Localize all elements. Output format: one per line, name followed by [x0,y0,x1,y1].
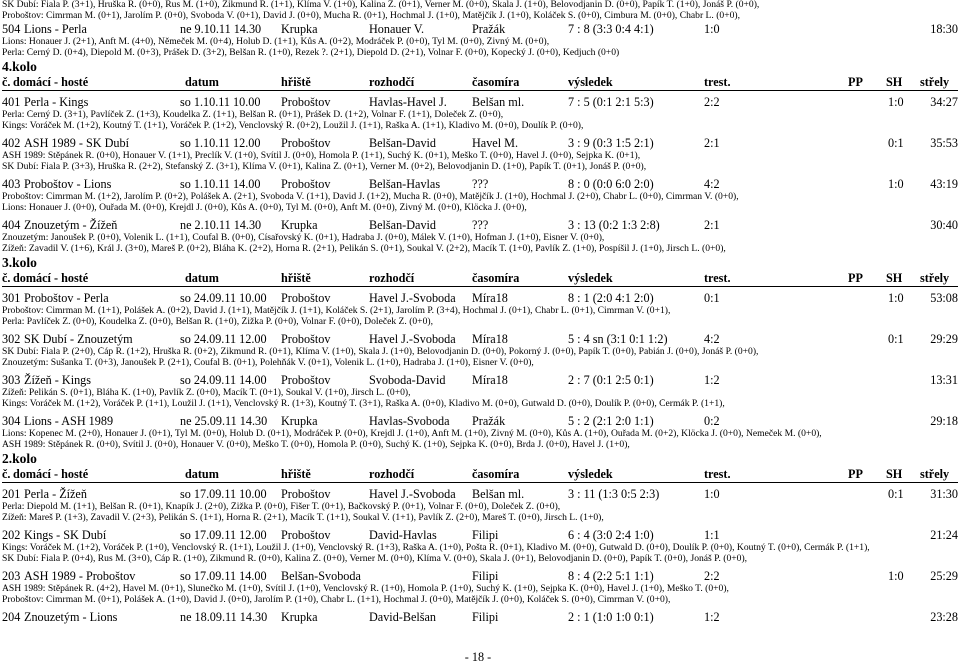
match-number: 201 [2,487,21,501]
match-shorthanded: 1:0 [888,291,904,305]
scorer-line: ASH 1989: Štěpánek R. (0+0), Honauer V. (1+1), Preclík V. (1+0), Svítil J. (0+0), Homola P. (1+1), Suchý K. (0+1), Meško T. (0+0), Havel J. (0+0), Sejpka K. (0+1), [2,151,641,161]
scorer-line: Lions: Honauer J. (0+0), Ouřada M. (0+0), Krejdl J. (0+0), Kůs A. (0+0), Tyl M. (0+0), Anft M. (0+0), Živný M. (0+0), Klöcka J. (0+0), [2,203,527,213]
match-penalties: 4:2 [704,332,720,346]
match-result: 2 : 1 (1:0 1:0 0:1) [568,610,654,624]
match-shorthanded: 0:1 [888,487,904,501]
match-row [2,528,958,543]
match-shots: 31:30 [930,487,958,501]
rounds [2,59,958,625]
header-timekeeper: časomíra [472,75,520,89]
match-result: 3 : 11 (1:3 0:5 2:3) [568,487,660,501]
header-referee: rozhodčí [369,75,415,89]
match-teams: Proboštov - Perla [24,291,109,305]
table-header [2,75,958,91]
match-result: 7 : 5 (0:1 2:1 5:3) [568,95,654,109]
match-row [2,414,958,429]
match-number: 304 [2,414,21,428]
match-pitch: Proboštov [281,332,331,346]
top-match [2,22,958,59]
match-timekeeper: ??? [472,177,489,191]
scorer-line: Proboštov: Cimrman M. (1+1), Polášek A. (0+2), David J. (1+1), Matějčík J. (1+1), Koláček Š. (2+1), Jarolím P. (3+4), Hochmal J. (0+1), Chabr L. (0+1), Cimrman V. (0+1), [2,306,671,316]
scorer-line: ASH 1989: Štěpánek R. (0+0), Svítil J. (0+0), Honauer V. (0+0), Meško T. (0+0), Homola P. (0+0), Suchý K. (1+0), Sejpka K. (0+0), Brda J. (0+0), Havel J. (1+0), [2,440,630,450]
match-shots: 43:19 [930,177,958,191]
match-row [2,487,958,502]
header-pitch: hřiště [281,75,311,89]
match-penalties: 2:2 [704,569,720,583]
scorer-line: Kings: Voráček M. (1+2), Voráček P. (1+0), Venclovský R. (1+1), Loužil J. (1+0), Venclovský R. (1+3), Raška A. (1+0), Pošta R. (0+1), Kladivo M. (0+0), Gutwald D. (0+0), Doulík P. (0+0), Koutný T. (0+0), Čermák P. (1+1), [2,543,870,553]
match-referee: Havlas-Havel J. [369,95,447,109]
match-teams: Znouzetým - Lions [24,610,118,624]
match-timekeeper: Míra18 [472,373,508,387]
match-penalties: 1:1 [704,528,720,542]
match-teams: ASH 1989 - Proboštov [24,569,136,583]
match-date: so 17.09.11 12.00 [180,528,267,542]
round-title: 3.kolo [2,255,37,270]
match-teams: SK Dubí - Znouzetým [24,332,133,346]
match-date: ne 25.09.11 14.30 [180,414,268,428]
header-timekeeper: časomíra [472,467,520,481]
results-page [2,0,958,666]
header-penalties: trest. [704,75,731,89]
match-row [2,373,958,388]
header-powerplay: PP [848,467,863,481]
scorer-line: Lions: Honauer J. (2+1), Anft M. (4+0), Němeček M. (0+4), Holub D. (1+1), Kůs A. (0+2), Modráček P. (0+0), Tyl M. (0+0), Živný M. (0+0), [2,37,550,47]
match-pitch: Proboštov [281,177,331,191]
match-teams: Lions - Perla [24,22,87,36]
match-referee: Havel J.-Svoboda [369,487,456,501]
match-timekeeper: Filipi [472,569,499,583]
match-referee: Belšan-David [369,218,437,232]
header-powerplay: PP [848,271,863,285]
header-shorthanded: SH [886,271,903,285]
scorer-line: Znouzetým: Janoušek P. (0+0), Volenik L. (1+1), Coufal B. (0+0), Císařovský K. (0+1), Hadraba J. (0+0), Málek V. (1+0), Hofman J. (1+0), Eisner V. (0+0), [2,233,605,243]
match-timekeeper: Míra18 [472,291,508,305]
match-penalties: 0:2 [704,414,720,428]
match-shots: 13:31 [930,373,958,387]
match-row [2,569,958,584]
match-penalties: 2:1 [704,218,720,232]
match-date: so 1.10.11 10.00 [180,95,261,109]
match-number: 404 [2,218,21,232]
match-referee: Belšan-David [369,136,437,150]
scorer-line: Žížeň: Mareš P. (1+3), Zavadil V. (2+3), Pelikán S. (1+1), Horna R. (2+1), Macík T. (1+1), Soukal V. (1+1), Pavlík Z. (2+0), Mareš T. (0+0), Jirsch L. (1+0), [2,513,604,523]
scorer-line: Proboštov: Cimrman M. (0+1), Jarolím P. (0+0), Svoboda V. (0+1), David J. (0+0), Mucha R. (0+1), Hochmal J. (1+0), Matějčík J. (1+0), Koláček Š. (0+0), Cimbura M. (0+0), Chabr L. (0+0), [2,11,741,21]
match-shorthanded: 1:0 [888,177,904,191]
match-result: 7 : 8 (3:3 0:4 4:1) [568,22,654,36]
scorer-line: Žížeň: Zavadil V. (1+6), Král J. (3+0), Mareš P. (0+2), Bláha K. (2+2), Horna R. (2+1), Pelikán S. (0+1), Soukal V. (2+2), Macík T. (1+0), Pavlík Z. (1+0), Pospíšil J. (1+0), Jirsch L. (0+0), [2,244,726,254]
header-result: výsledek [568,75,613,89]
match-referee: David-Havlas [369,528,437,542]
match-date: ne 9.10.11 14.30 [180,22,262,36]
match-penalties: 4:2 [704,177,720,191]
header-referee: rozhodčí [369,467,415,481]
match-pitch: Krupka [281,22,318,36]
match-result: 3 : 9 (0:3 1:5 2:1) [568,136,654,150]
scorer-line: Žížeň: Pelikán S. (0+1), Bláha K. (1+0), Pavlík Z. (0+0), Macík T. (0+1), Soukal V. (1+0), Jirsch L. (0+0), [2,388,411,398]
scorer-line: Kings: Voráček M. (1+2), Voráček P. (1+1), Loužil J. (1+1), Venclovský R. (1+3), Koutný T. (3+1), Raška A. (0+0), Kladivo M. (0+0), Gutwald D. (0+0), Doulík P. (0+0), Čermák P. (1+1), [2,399,725,409]
match-row [2,95,958,110]
scorer-line: ASH 1989: Štěpánek R. (4+2), Havel M. (0+1), Slunečko M. (1+0), Svítil J. (1+0), Venclovský R. (1+0), Homola P. (1+0), Suchý K. (1+0), Sejpka K. (0+0), Havel J. (1+0), Meško T. (0+0), [2,584,729,594]
match-number: 203 [2,569,21,583]
round-section [2,59,958,255]
match-timekeeper: ??? [472,218,489,232]
match-teams: Perla - Žížeň [24,487,87,501]
match-teams: Lions - ASH 1989 [24,414,114,428]
match-row [2,22,958,37]
header-pitch: hřiště [281,467,311,481]
match-number: 303 [2,373,21,387]
match-date: ne 2.10.11 14.30 [180,218,262,232]
match-date: so 24.09.11 12.00 [180,332,267,346]
round-title: 4.kolo [2,59,37,74]
scorer-line: Perla: Diepold M. (1+1), Belšan R. (0+1), Knapík J. (2+0), Žižka P. (0+0), Fišer T. (0+1), Bačkovský P. (0+1), Volnar F. (0+0), Doleček Z. (0+0), [2,502,561,512]
match-pitch: Proboštov [281,373,331,387]
match-referee: Havlas-Svoboda [369,414,450,428]
match-shorthanded: 1:0 [888,95,904,109]
header-timekeeper: časomíra [472,271,520,285]
match-timekeeper: Pražák [472,414,506,428]
match-shots: 25:29 [930,569,958,583]
scorer-line: Proboštov: Cimrman M. (1+2), Jarolím P. (0+2), Polášek A. (2+1), Svoboda V. (1+1), David J. (1+2), Mucha R. (0+0), Matějčík J. (1+0), Hochmal J. (2+0), Chabr L. (0+0), Cimrman V. (0+0), [2,192,739,202]
match-result: 8 : 1 (2:0 4:1 2:0) [568,291,654,305]
match-number: 202 [2,528,21,542]
match-pitch: Proboštov [281,136,331,150]
match-shots: 23:28 [930,610,958,624]
match-pitch: Krupka [281,218,318,232]
header-shots: střely [920,271,950,285]
match-shots: 30:40 [930,218,958,232]
match-timekeeper: Pražák [472,22,506,36]
match-teams: Kings - SK Dubí [24,528,107,542]
scorer-line: Perla: Černý D. (3+1), Pavlíček Z. (1+3), Koudelka Z. (1+1), Belšan R. (0+1), Prášek D. (1+2), Volnar F. (1+1), Doleček Z. (0+0), [2,110,504,120]
match-result: 3 : 13 (0:2 1:3 2:8) [568,218,660,232]
header-shots: střely [920,467,950,481]
header-result: výsledek [568,271,613,285]
header-powerplay: PP [848,75,863,89]
match-pitch: Proboštov [281,487,331,501]
match-result: 5 : 2 (2:1 2:0 1:1) [568,414,654,428]
match-result: 5 : 4 sn (3:1 0:1 1:2) [568,332,668,346]
match-number: 301 [2,291,21,305]
match-number: 402 [2,136,21,150]
match-date: so 1.10.11 12.00 [180,136,261,150]
match-date: so 1.10.11 14.00 [180,177,261,191]
match-penalties: 1:2 [704,373,720,387]
match-shots: 53:08 [930,291,958,305]
header-shorthanded: SH [886,75,903,89]
match-date: ne 18.09.11 14.30 [180,610,268,624]
match-timekeeper: Belšan ml. [472,95,525,109]
match-penalties: 1:0 [704,22,720,36]
match-shots: 35:53 [930,136,958,150]
match-penalties: 0:1 [704,291,720,305]
header-number: č. [2,75,11,89]
match-teams: ASH 1989 - SK Dubí [24,136,129,150]
scorer-line: Proboštov: Cimrman M. (0+1), Polášek A. (1+0), David J. (0+0), Jarolím P. (1+0), Chabr L. (1+1), Hochmal J. (0+0), Matějčík J. (0+0), Koláček Š. (0+0), Cimrman V. (0+0), [2,595,671,605]
match-date: so 24.09.11 10.00 [180,291,267,305]
match-shots: 29:29 [930,332,958,346]
match-result: 8 : 0 (0:0 6:0 2:0) [568,177,654,191]
match-shorthanded: 1:0 [888,569,904,583]
match-penalties: 2:1 [704,136,720,150]
match-shots: 34:27 [930,95,958,109]
match-referee: David-Belšan [369,610,437,624]
header-referee: rozhodčí [369,271,415,285]
header-result: výsledek [568,467,613,481]
match-row [2,291,958,306]
match-timekeeper: Belšan ml. [472,487,525,501]
header-shorthanded: SH [886,467,903,481]
scorer-line: Perla: Pavlíček Z. (0+0), Koudelka Z. (0+0), Belšan R. (1+0), Žižka P. (0+0), Volnar F. (0+0), Doleček Z. (0+0), [2,317,433,327]
match-teams: Proboštov - Lions [24,177,112,191]
scorer-line: SK Dubí: Fiala P. (0+4), Rus M. (3+0), Čáp R. (1+0), Zikmund R. (0+0), Kalina Z. (0+0), Verner M. (0+0), Klíma V. (0+0), Skala J. (0+1), Belovodjanin D. (0+0), Papík T. (0+0), Jonáš P. (0+0), [2,554,748,564]
match-timekeeper: Filipi [472,610,499,624]
header-pitch: hřiště [281,271,311,285]
header-teams: domácí - hosté [13,467,89,481]
scorer-line: SK Dubí: Fiala P. (3+3), Hruška R. (2+2), Štefanský Z. (3+1), Klíma V. (0+1), Kalina Z. (0+1), Verner M. (0+2), Belovodjanin D. (1+0), Papík T. (0+1), Jonáš P. (0+0), [2,162,647,172]
match-number: 403 [2,177,21,191]
match-row [2,136,958,151]
scorer-line: SK Dubí: Fiala P. (2+0), Čáp R. (1+2), Hruška R. (0+2), Zikmund R. (0+1), Klíma V. (1+0), Skala J. (1+0), Belovodjanin D. (0+0), Pokorný J. (0+0), Papík T. (0+0), Pabián J. (0+0), Jonáš P. (0+0), [2,347,759,357]
match-date: so 17.09.11 10.00 [180,487,267,501]
header-teams: domácí - hosté [13,271,89,285]
header-shots: střely [920,75,950,89]
round-section [2,255,958,451]
match-row [2,218,958,233]
match-referee: Havel J.-Svoboda [369,291,456,305]
match-shorthanded: 0:1 [888,332,904,346]
match-pitch: Proboštov [281,528,331,542]
match-row [2,610,958,625]
match-timekeeper: Filipi [472,528,499,542]
match-date: so 24.09.11 14.00 [180,373,267,387]
match-number: 204 [2,610,21,624]
header-number: č. [2,271,11,285]
scorer-line: Perla: Černý D. (0+4), Diepold M. (0+3), Prášek D. (3+2), Belšan R. (1+0), Rezek ?. (2+1), Diepold D. (2+1), Volnar F. (0+0), Kopecký J. (0+0), Kedjuch (0+0) [2,48,620,58]
table-header [2,271,958,287]
match-timekeeper: Havel M. [472,136,519,150]
header-teams: domácí - hosté [13,75,89,89]
round-title: 2.kolo [2,451,37,466]
match-result: 2 : 7 (0:1 2:5 0:1) [568,373,654,387]
match-result: 6 : 4 (3:0 2:4 1:0) [568,528,654,542]
match-shots: 29:18 [930,414,958,428]
scorer-line: Kings: Voráček M. (1+2), Koutný T. (1+1), Voráček P. (1+2), Venclovský R. (0+2), Loužil J. (1+1), Raška A. (1+1), Kladivo M. (0+0), Doulík P. (0+0), [2,121,584,131]
match-shots: 21:24 [930,528,958,542]
match-timekeeper: Míra18 [472,332,508,346]
match-number: 302 [2,332,21,346]
match-result: 8 : 4 (2:2 5:1 1:1) [568,569,654,583]
match-number: 504 [2,22,21,36]
match-date: so 17.09.11 14.00 [180,569,267,583]
scorer-line: Lions: Kopenec M. (2+0), Honauer J. (0+1), Tyl M. (0+0), Holub D. (0+1), Modráček P. (0+0), Krejdl J. (1+0), Anft M. (1+0), Živný M. (0+0), Kůs A. (1+0), Ouřada M. (0+2), Klöcka J. (0+0), Nemeček M. (0+0), [2,429,822,439]
match-shorthanded: 0:1 [888,136,904,150]
round-section [2,451,958,625]
match-referee: Havel J.-Svoboda [369,332,456,346]
match-teams: Perla - Kings [24,95,89,109]
scorer-line: Znouzetým: Šušanka T. (0+3), Janoušek P. (2+1), Coufal B. (0+1), Polehňák V. (0+1), Volenik L. (1+0), Hadraba J. (1+0), Eisner V. (0+0), [2,358,534,368]
match-pitch: Proboštov [281,95,331,109]
match-teams: Znouzetým - Žížeň [24,218,118,232]
page-number: - 18 - [464,650,492,664]
match-pitch: Krupka [281,414,318,428]
match-penalties: 2:2 [704,95,720,109]
match-penalties: 1:0 [704,487,720,501]
match-referee: Belšan-Havlas [369,177,441,191]
header-number: č. [2,467,11,481]
scorer-line: SK Dubí: Fiala P. (3+1), Hruška R. (0+0), Rus M. (1+0), Zikmund R. (1+1), Klíma V. (1+0), Kalina Z. (0+1), Verner M. (0+0), Skala J. (1+0), Belovodjanin D. (0+0), Papík T. (1+0), Jonáš P. (0+0), [2,0,760,10]
header-date: datum [185,271,219,285]
header-penalties: trest. [704,271,731,285]
match-shots: 18:30 [930,22,958,36]
header-penalties: trest. [704,467,731,481]
header-date: datum [185,75,219,89]
match-referee: Honauer V. [369,22,425,36]
match-row [2,177,958,192]
match-number: 401 [2,95,21,109]
match-penalties: 1:2 [704,610,720,624]
match-pitch: Krupka [281,610,318,624]
match-pitch: Proboštov [281,291,331,305]
match-pitch: Belšan-Svoboda [281,569,361,583]
match-teams: Žížeň - Kings [24,373,92,387]
top-notes [2,0,958,22]
match-referee: Svoboda-David [369,373,446,387]
match-row [2,332,958,347]
table-header [2,467,958,483]
header-date: datum [185,467,219,481]
